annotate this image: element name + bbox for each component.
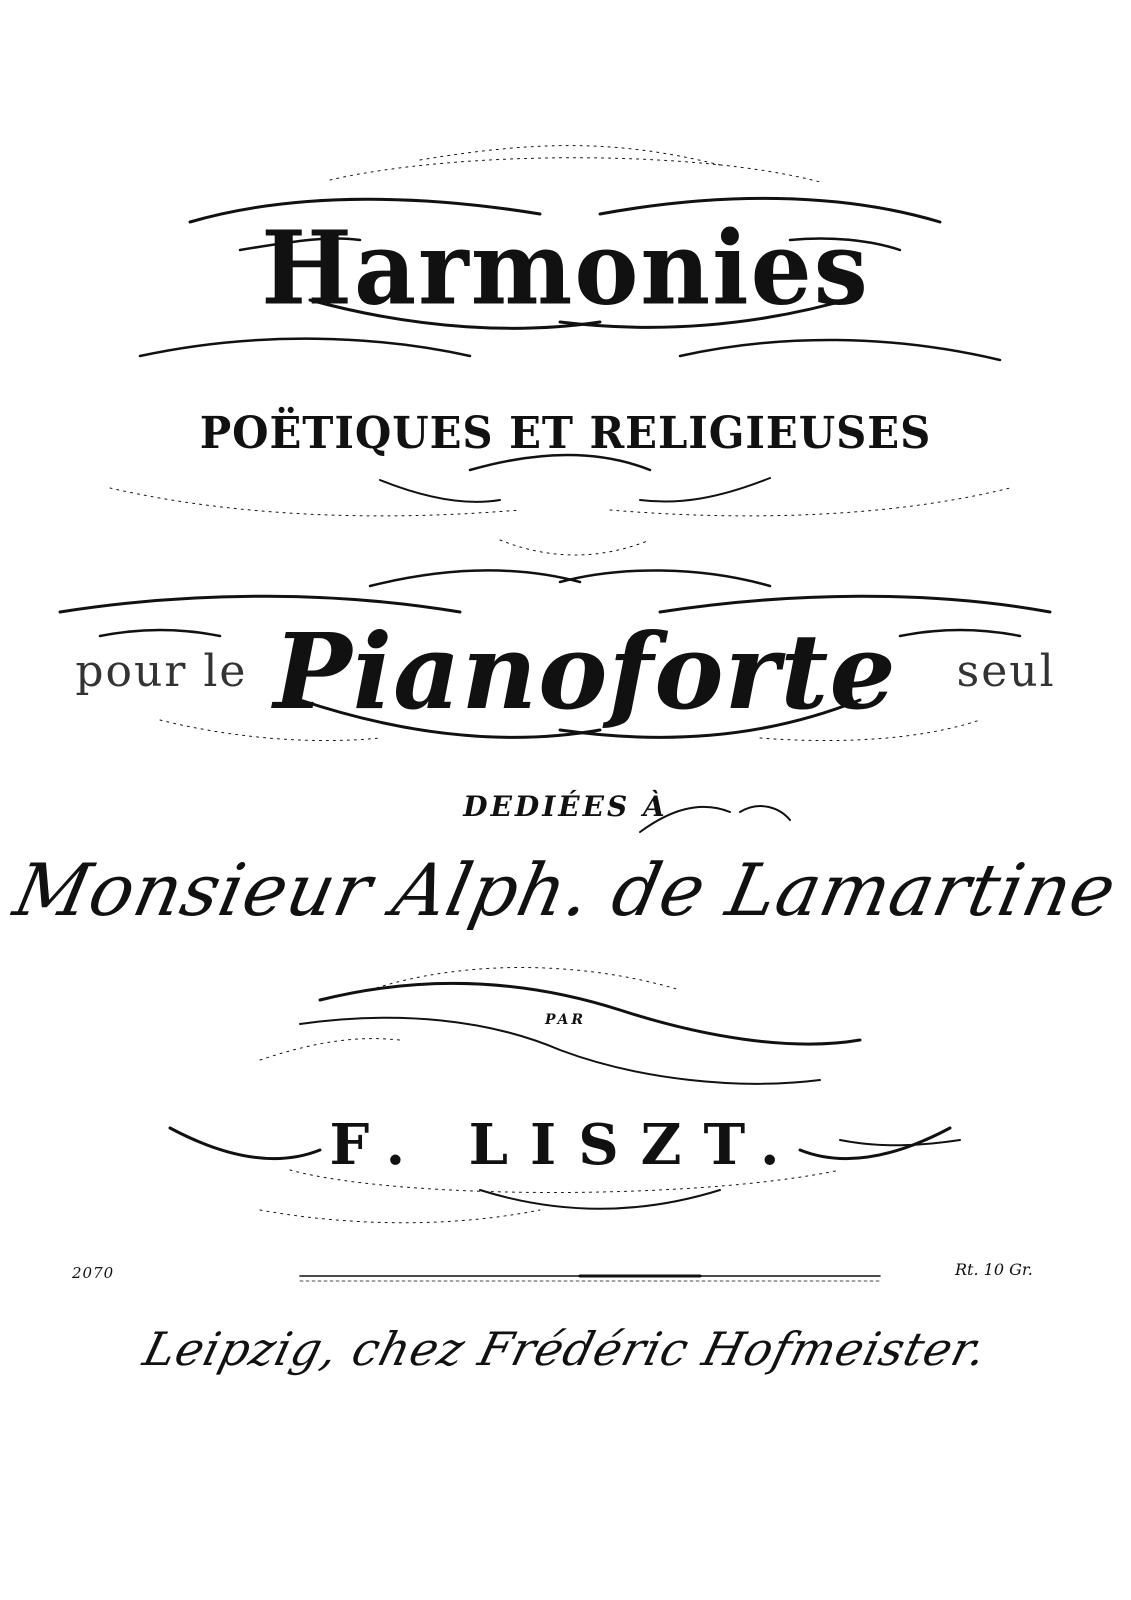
by-label: PAR xyxy=(544,1012,586,1028)
instrument-suffix: seul xyxy=(956,646,1056,697)
publisher-imprint: Leipzig, chez Frédéric Hofmeister. xyxy=(138,1322,993,1376)
price: Rt. 10 Gr. xyxy=(955,1260,1033,1279)
subtitle: POËTIQUES ET RELIGIEUSES xyxy=(199,408,932,459)
dedication-label: DEDIÉES À xyxy=(463,790,668,823)
main-title: Harmonies xyxy=(261,209,870,328)
instrument-name: Pianoforte xyxy=(273,610,897,733)
dedicatee-name: Monsieur Alph. de Lamartine xyxy=(7,848,1124,932)
plate-number: 2070 xyxy=(72,1264,115,1282)
composer-name: F. LISZT. xyxy=(329,1112,802,1178)
instrument-line xyxy=(0,610,1131,733)
instrument-prefix: pour le xyxy=(75,646,248,697)
